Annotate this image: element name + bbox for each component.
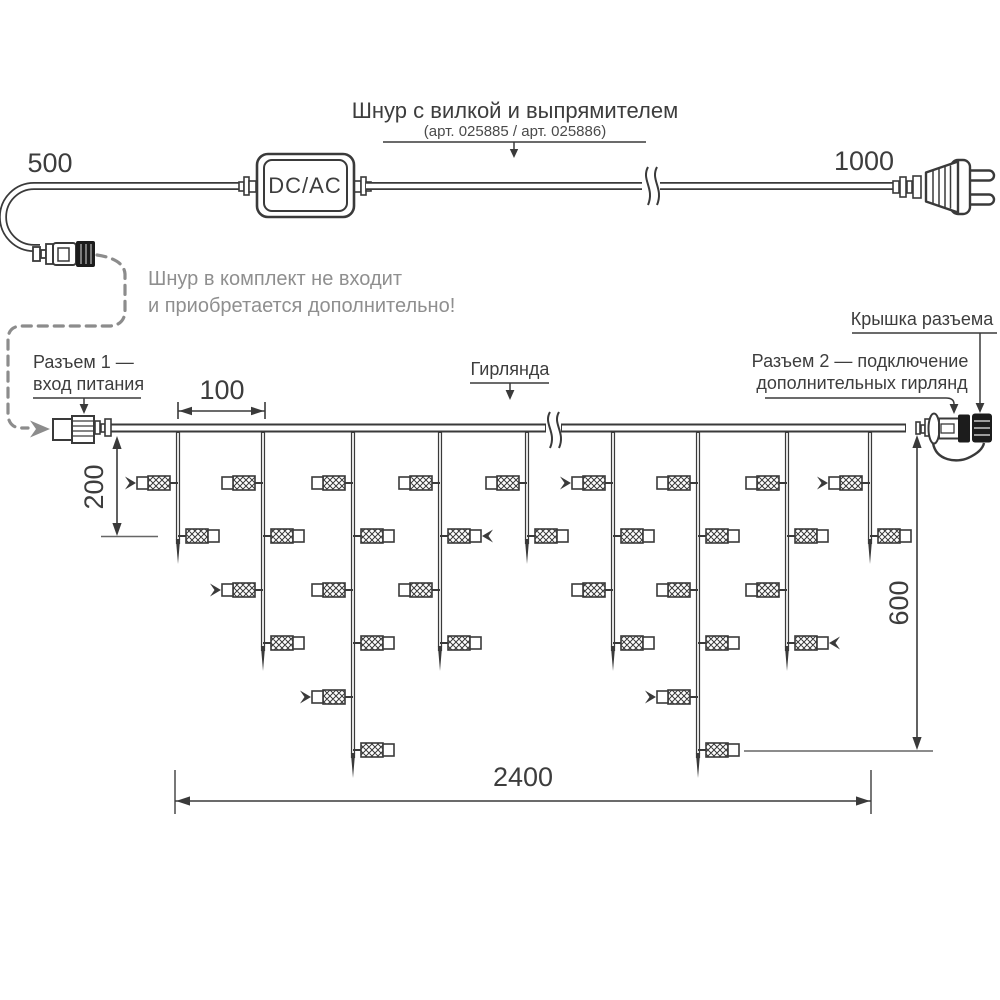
lamp-body — [448, 529, 470, 543]
lamp-cap — [222, 584, 233, 596]
dcac-converter — [239, 154, 371, 217]
connector1-nose — [53, 419, 72, 440]
lamp-body — [323, 690, 345, 704]
lamp-cap — [900, 530, 911, 542]
plug-gland — [907, 181, 912, 193]
flash-arrow — [300, 691, 311, 704]
dim-100-label: 100 — [199, 375, 245, 405]
connector1-label-line1: Разъем 1 — — [33, 352, 134, 372]
cord-end-connector — [33, 241, 95, 267]
lamp-cap — [557, 530, 568, 542]
connector1-arrowhead — [80, 404, 89, 414]
lamp-body — [271, 529, 293, 543]
cap-leash-wire — [933, 443, 984, 460]
cord-title-arrowhead — [510, 149, 518, 158]
lamp-body — [840, 476, 862, 490]
lamp-cap — [746, 584, 757, 596]
lamp-body — [668, 690, 690, 704]
cord-title: Шнур с вилкой и выпрямителем — [351, 98, 679, 123]
lamp-cap — [293, 637, 304, 649]
connector1 — [53, 416, 111, 443]
flash-arrow — [210, 584, 221, 597]
flash-arrow — [125, 477, 136, 490]
lamp-cap — [293, 530, 304, 542]
lamp-body — [878, 529, 900, 543]
lamp-cap — [817, 530, 828, 542]
drop-tip — [438, 646, 442, 671]
lamp-cap — [643, 530, 654, 542]
plug-body — [926, 162, 958, 213]
lamp-cap — [657, 477, 668, 489]
flash-arrow — [560, 477, 571, 490]
garland-assembly — [53, 412, 992, 778]
lamp-body — [583, 583, 605, 597]
lamp-body — [323, 476, 345, 490]
connector1-gland — [105, 419, 111, 436]
dim-arrowhead — [179, 407, 192, 416]
connector2-arrowhead — [950, 404, 959, 414]
cap-label: Крышка разъема — [850, 309, 994, 329]
plug-gland — [893, 181, 899, 193]
dim-arrowhead — [112, 436, 121, 449]
lamp-cap — [572, 477, 583, 489]
flash-arrow — [829, 637, 840, 650]
connector2-gland — [916, 422, 920, 434]
dimension-100 — [178, 375, 265, 419]
garland-arrowhead — [506, 390, 515, 400]
callout-connector2 — [752, 351, 969, 414]
dashed-line — [8, 255, 125, 428]
lamp-body — [361, 636, 383, 650]
garland-label: Гирлянда — [470, 359, 550, 379]
lamp-body — [535, 529, 557, 543]
dim-2400-label: 2400 — [492, 762, 554, 792]
drop-tip — [176, 539, 180, 564]
connector2-label-line2: дополнительных гирлянд — [756, 373, 968, 393]
drop-tip — [785, 646, 789, 671]
connector2 — [916, 414, 992, 461]
dim-600-label: 600 — [884, 580, 914, 626]
power-cord-assembly — [3, 98, 994, 267]
note-line2: и приобретается дополнительно! — [148, 295, 456, 317]
drops-layer — [125, 432, 911, 778]
power-plug — [893, 160, 994, 214]
cord-wire-left — [3, 186, 240, 248]
converter-nub — [249, 181, 256, 192]
connector2-leader — [765, 398, 954, 404]
lamp-body — [668, 476, 690, 490]
dim-arrowhead — [912, 435, 921, 448]
lamp-cap — [746, 477, 757, 489]
lamp-cap — [383, 637, 394, 649]
flash-arrow — [645, 691, 656, 704]
flash-arrow — [482, 530, 493, 543]
connector1-label-line2: вход питания — [33, 374, 145, 394]
note-line1: Шнур в комплект не входит — [148, 268, 402, 290]
lamp-cap — [728, 637, 739, 649]
dim-500-label: 500 — [27, 148, 73, 178]
lamp-body — [410, 583, 432, 597]
lamp-cap — [312, 691, 323, 703]
lamp-cap — [470, 530, 481, 542]
dim-arrowhead — [112, 523, 121, 536]
lamp-cap — [829, 477, 840, 489]
lamp-body — [621, 636, 643, 650]
gland-piece — [33, 247, 40, 261]
drop-tip — [868, 539, 872, 564]
lamp-cap — [222, 477, 233, 489]
lamp-body — [361, 529, 383, 543]
dim-arrowhead — [251, 407, 264, 416]
lamp-body — [148, 476, 170, 490]
lamp-cap — [208, 530, 219, 542]
connector1-body — [72, 416, 94, 443]
cord-break-mark — [655, 167, 659, 205]
lamp-cap — [817, 637, 828, 649]
drop-tip — [525, 539, 529, 564]
cord-break-mark — [646, 167, 650, 205]
dashed-arrowhead — [30, 421, 50, 438]
connector2-window — [941, 424, 954, 433]
lamp-cap — [728, 530, 739, 542]
lamp-cap — [383, 530, 394, 542]
lamp-body — [621, 529, 643, 543]
lamp-cap — [383, 744, 394, 756]
drop-tip — [696, 753, 700, 778]
lamp-cap — [312, 584, 323, 596]
connector2-ring — [929, 414, 940, 444]
lamp-cap — [643, 637, 654, 649]
lamp-body — [233, 476, 255, 490]
lamp-body — [323, 583, 345, 597]
connector2-label-line1: Разъем 2 — подключение — [751, 351, 969, 371]
drop-tip — [261, 646, 265, 671]
lamp-cap — [657, 691, 668, 703]
lamp-body — [757, 583, 779, 597]
callout-connector1 — [33, 352, 144, 414]
lamp-body — [668, 583, 690, 597]
lamp-body — [757, 476, 779, 490]
lamp-body — [410, 476, 432, 490]
dimension-2400 — [175, 762, 871, 814]
connector2-end-black — [958, 415, 970, 443]
cord-articles: (арт. 025885 / арт. 025886) — [423, 123, 607, 140]
converter-label: DC/AC — [268, 173, 342, 198]
lamp-cap — [470, 637, 481, 649]
dashed-connection-path — [8, 255, 125, 438]
dim-arrowhead — [912, 737, 921, 750]
lamp-body — [271, 636, 293, 650]
lamp-cap — [657, 584, 668, 596]
lamp-body — [361, 743, 383, 757]
lamp-body — [706, 743, 728, 757]
connector-window — [58, 248, 69, 261]
cord-wire-left-core — [3, 186, 240, 248]
lamp-body — [448, 636, 470, 650]
lamp-cap — [399, 477, 410, 489]
lamp-cap — [399, 584, 410, 596]
lamp-body — [795, 636, 817, 650]
plug-gland — [913, 176, 921, 198]
lamp-body — [795, 529, 817, 543]
connector1-gland — [95, 421, 100, 434]
cap-arrowhead — [976, 403, 985, 413]
dim-200-label: 200 — [79, 464, 109, 510]
dim-arrowhead — [176, 796, 190, 805]
lamp-body — [233, 583, 255, 597]
dim-1000-label: 1000 — [833, 146, 895, 176]
lamp-body — [706, 529, 728, 543]
dim-arrowhead — [856, 796, 870, 805]
lamp-cap — [486, 477, 497, 489]
lamp-body — [583, 476, 605, 490]
lamp-body — [497, 476, 519, 490]
drop-tip — [351, 753, 355, 778]
drop-tip — [611, 646, 615, 671]
lamp-cap — [137, 477, 148, 489]
plug-gland — [900, 177, 906, 197]
lamp-body — [706, 636, 728, 650]
gland-piece — [46, 244, 53, 264]
lamp-body — [186, 529, 208, 543]
lamp-cap — [728, 744, 739, 756]
flash-arrow — [817, 477, 828, 490]
lamp-cap — [312, 477, 323, 489]
callout-garland — [470, 359, 550, 400]
lamp-cap — [572, 584, 583, 596]
